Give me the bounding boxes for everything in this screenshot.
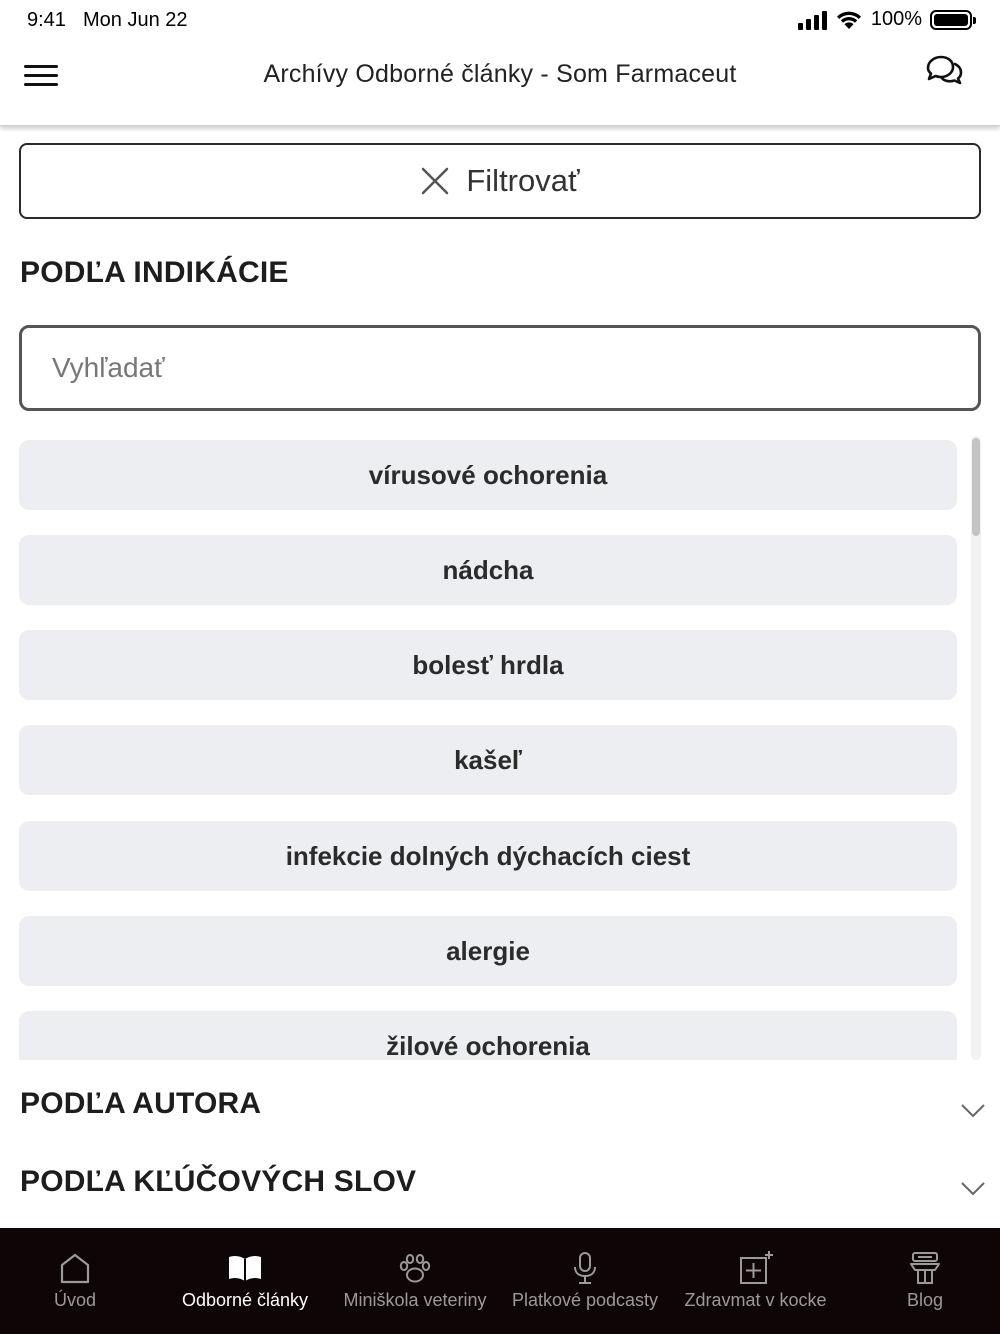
indication-list-scrollbar[interactable]	[971, 436, 981, 1060]
plus-box-icon	[738, 1250, 774, 1286]
filter-toggle-button[interactable]	[19, 143, 981, 219]
chat-icon[interactable]	[922, 52, 966, 92]
close-icon	[420, 166, 450, 196]
indication-search-input[interactable]	[19, 325, 981, 411]
nav-item-odborne-clanky[interactable]	[170, 1228, 320, 1334]
cellular-signal-icon	[798, 10, 827, 30]
home-icon	[57, 1250, 93, 1286]
nav-label: Zdravmat v kocke	[684, 1290, 827, 1310]
indication-chip[interactable]: vírusové ochorenia	[19, 440, 957, 510]
page-title: Archívy Odborné články - Som Farmaceut	[263, 60, 737, 88]
indication-chip[interactable]: kašeľ	[19, 725, 957, 795]
status-date: Mon Jun 22	[83, 9, 188, 31]
battery-icon	[930, 10, 972, 30]
wifi-icon	[835, 10, 863, 30]
indication-chip[interactable]: infekcie dolných dýchacích ciest	[19, 821, 957, 891]
nav-label: Blog	[906, 1290, 944, 1310]
bottom-navigation	[0, 1228, 1000, 1334]
nav-item-miniskola-veteriny[interactable]	[335, 1228, 495, 1334]
section-title-indication[interactable]: PODĽA INDIKÁCIE	[20, 256, 289, 289]
status-indicators	[798, 8, 972, 31]
filter-label: Filtrovať	[466, 163, 580, 198]
blog-icon	[907, 1250, 943, 1286]
hamburger-menu-icon[interactable]	[24, 65, 58, 89]
app-header	[0, 40, 1000, 126]
nav-item-blog[interactable]	[880, 1228, 970, 1334]
paw-icon	[397, 1250, 433, 1286]
indication-chip[interactable]: alergie	[19, 916, 957, 986]
nav-item-platkove-podcasty[interactable]	[500, 1228, 670, 1334]
chevron-down-icon[interactable]	[960, 1181, 986, 1197]
nav-label: Úvod	[53, 1290, 97, 1310]
status-time: 9:41	[27, 9, 66, 31]
scrollbar-thumb[interactable]	[972, 438, 980, 536]
indication-chip[interactable]: žilové ochorenia	[19, 1011, 957, 1060]
section-title-author[interactable]: PODĽA AUTORA	[20, 1087, 262, 1120]
section-title-keywords[interactable]: PODĽA KĽÚČOVÝCH SLOV	[20, 1165, 417, 1198]
indication-chip[interactable]: nádcha	[19, 535, 957, 605]
nav-item-zdravmat-v-kocke[interactable]	[673, 1228, 838, 1334]
nav-label: Odborné články	[181, 1290, 309, 1310]
status-bar	[0, 0, 1000, 40]
battery-percentage: 100%	[870, 8, 922, 30]
chevron-down-icon[interactable]	[960, 1103, 986, 1119]
nav-label: Miniškola veteriny	[343, 1290, 487, 1310]
microphone-icon	[567, 1250, 603, 1286]
nav-item-uvod[interactable]	[25, 1228, 125, 1334]
book-icon	[227, 1250, 263, 1286]
nav-label: Platkové podcasty	[511, 1290, 659, 1310]
indication-chip[interactable]: bolesť hrdla	[19, 630, 957, 700]
indication-list[interactable]	[19, 440, 957, 1060]
